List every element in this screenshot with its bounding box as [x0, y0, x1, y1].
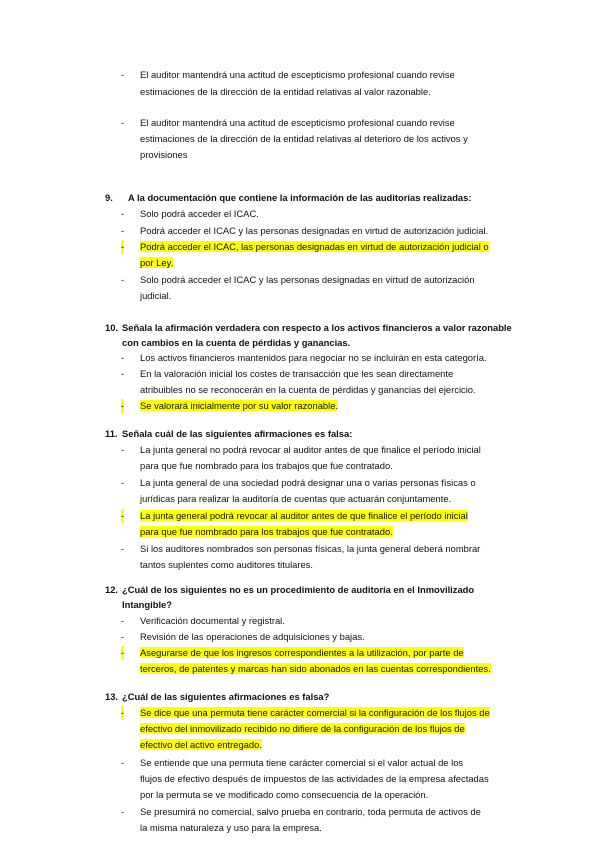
intro-bullet-2-line-3: provisiones	[140, 149, 188, 160]
q13-option-1-highlight-2: efectivo del inmovilizado recibido no difiere de la configuración de los flujos de	[140, 723, 465, 734]
question-10-number: 10.	[105, 322, 119, 333]
question-10-text-line-2: con cambios en la cuenta de pérdidas y ganancias.	[122, 337, 351, 348]
q13-option-1-line-2	[140, 722, 465, 736]
q13-option-2-line-3: por la permuta se ve modificado como consecuencia de la operación.	[140, 789, 429, 800]
bullet-dash: -	[121, 368, 125, 379]
bullet-dash: -	[121, 225, 125, 236]
question-13-text: ¿Cuál de las siguientes afirmaciones es falsa?	[122, 691, 330, 702]
q10-option-3-highlight: Se valorará inicialmente por su valor razonable.	[140, 400, 339, 411]
bullet-dash: -	[121, 757, 125, 768]
bullet-dash: -	[121, 707, 125, 718]
q13-option-2-line-1: Se entiende que una permuta tiene carácter comercial si el valor actual de los	[140, 757, 464, 768]
bullet-dash: -	[121, 631, 125, 642]
q11-option-1-line-2: para que fue nombrado para los trabajos que fue contratado.	[140, 460, 393, 471]
q12-option-3-highlight-2: terceros, de patentes y marcas han sido abonados en las cuentas correspondientes.	[140, 663, 491, 674]
q13-option-1-highlight-1: Se dice que una permuta tiene carácter comercial si la configuración de los flujos de	[140, 707, 490, 718]
q10-option-2-line-1: En la valoración inicial los costes de transacción que les sean directamente	[140, 368, 454, 379]
intro-bullet-1-line-1: El auditor mantendrá una actitud de escepticismo profesional cuando revise	[140, 69, 455, 80]
q13-option-1-line-3	[140, 738, 262, 752]
bullet-dash: -	[121, 543, 125, 554]
bullet-dash: -	[121, 647, 125, 658]
intro-bullet-2-line-2: estimaciones de la dirección de la entidad relativas al deterioro de los activos y	[140, 133, 468, 144]
bullet-dash: -	[121, 806, 125, 817]
question-9-text: A la documentación que contiene la información de las auditorías realizadas:	[128, 192, 472, 203]
question-11-number: 11.	[105, 428, 118, 439]
question-10-text-line-1: Señala la afirmación verdadera con respecto a los activos financieros a valor razonable	[122, 322, 512, 333]
bullet-dash: -	[121, 510, 125, 521]
q9-option-4-line-1: Solo podrá acceder el ICAC y las personas designadas en virtud de autorización	[140, 274, 475, 285]
q11-option-4-line-2: tantos suplentes como auditores titulares.	[140, 559, 314, 570]
question-12-number: 12.	[105, 584, 119, 595]
q11-option-3-highlight-2: para que fue nombrado para los trabajos que fue contratado.	[140, 526, 393, 537]
q11-option-3-line-1	[140, 509, 468, 523]
q12-option-2: Revisión de las operaciones de adquisiciones y bajas.	[140, 631, 365, 642]
question-12-text-line-2: Intangible?	[122, 599, 172, 610]
q12-option-3-highlight-1: Asegurarse de que los ingresos correspondientes a la utilización, por parte de	[140, 647, 464, 658]
intro-bullet-2-line-1: El auditor mantendrá una actitud de escepticismo profesional cuando revise	[140, 117, 455, 128]
q9-option-2: Podrá acceder el ICAC y las personas designadas en virtud de autorización judicial.	[140, 225, 489, 236]
bullet-dash: -	[121, 352, 125, 363]
q9-option-3-line-1	[140, 240, 489, 254]
bullet-dash: -	[121, 615, 125, 626]
q11-option-2-line-2: jurídicas para realizar la auditoría de cuentas que actuarán conjuntamente.	[140, 493, 452, 504]
q12-option-1: Verificación documental y registral.	[140, 615, 285, 626]
q9-option-3-line-2	[140, 256, 173, 270]
q12-option-3-line-2	[140, 662, 491, 676]
q10-option-2-line-2: atribuibles no se reconocerán en la cuenta de pérdidas y ganancias del ejercicio.	[140, 384, 476, 395]
bullet-dash: -	[121, 477, 125, 488]
bullet-dash: -	[121, 400, 125, 411]
bullet-dash: -	[121, 274, 125, 285]
intro-bullet-1-line-2: estimaciones de la dirección de la entidad relativas al valor razonable.	[140, 86, 431, 97]
q13-option-3-line-1: Se presumirá no comercial, salvo prueba en contrario, toda permuta de activos de	[140, 806, 481, 817]
bullet-dash: -	[121, 69, 125, 80]
q11-option-3-line-2	[140, 525, 393, 539]
q9-option-4-line-2: judicial.	[140, 290, 172, 301]
bullet-dash: -	[121, 444, 125, 455]
q11-option-1-line-1: La junta general no podrá revocar al auditor antes de que finalice el período inicial	[140, 444, 481, 455]
q11-option-2-line-1: La junta general de una sociedad podrá designar una o varias personas físicas o	[140, 477, 476, 488]
q13-option-1-highlight-3: efectivo del activo entregado.	[140, 739, 262, 750]
q10-option-1: Los activos financieros mantenidos para negociar no se incluirán en esta categoría.	[140, 352, 487, 363]
bullet-dash: -	[121, 117, 125, 128]
q11-option-3-highlight-1: La junta general podrá revocar al auditor antes de que finalice el período inicial	[140, 510, 468, 521]
bullet-dash: -	[121, 208, 125, 219]
q9-option-3-highlight-1: Podrá acceder el ICAC, las personas designadas en virtud de autorización judicial o	[140, 241, 489, 252]
q13-option-2-line-2: flujos de efectivo después de impuestos de las actividades de la empresa afectadas	[140, 773, 489, 784]
question-12-text-line-1: ¿Cuál de los siguientes no es un procedimiento de auditoría en el Inmovilizado	[122, 584, 475, 595]
question-13-number: 13.	[105, 691, 119, 702]
question-11-text: Señala cuál de las siguientes afirmaciones es falsa:	[122, 428, 353, 439]
bullet-dash: -	[121, 241, 125, 252]
q12-option-3-line-1	[140, 646, 464, 660]
q13-option-3-line-2: la misma naturaleza y uso para la empresa.	[140, 822, 322, 833]
q10-option-3	[140, 399, 338, 413]
q9-option-3-highlight-2: por Ley.	[140, 257, 174, 268]
q13-option-1-line-1	[140, 706, 490, 720]
q11-option-4-line-1: Si los auditores nombrados son personas físicas, la junta general deberá nombrar	[140, 543, 481, 554]
q9-option-1: Solo podrá acceder el ICAC.	[140, 208, 259, 219]
question-9-number: 9.	[105, 192, 113, 203]
